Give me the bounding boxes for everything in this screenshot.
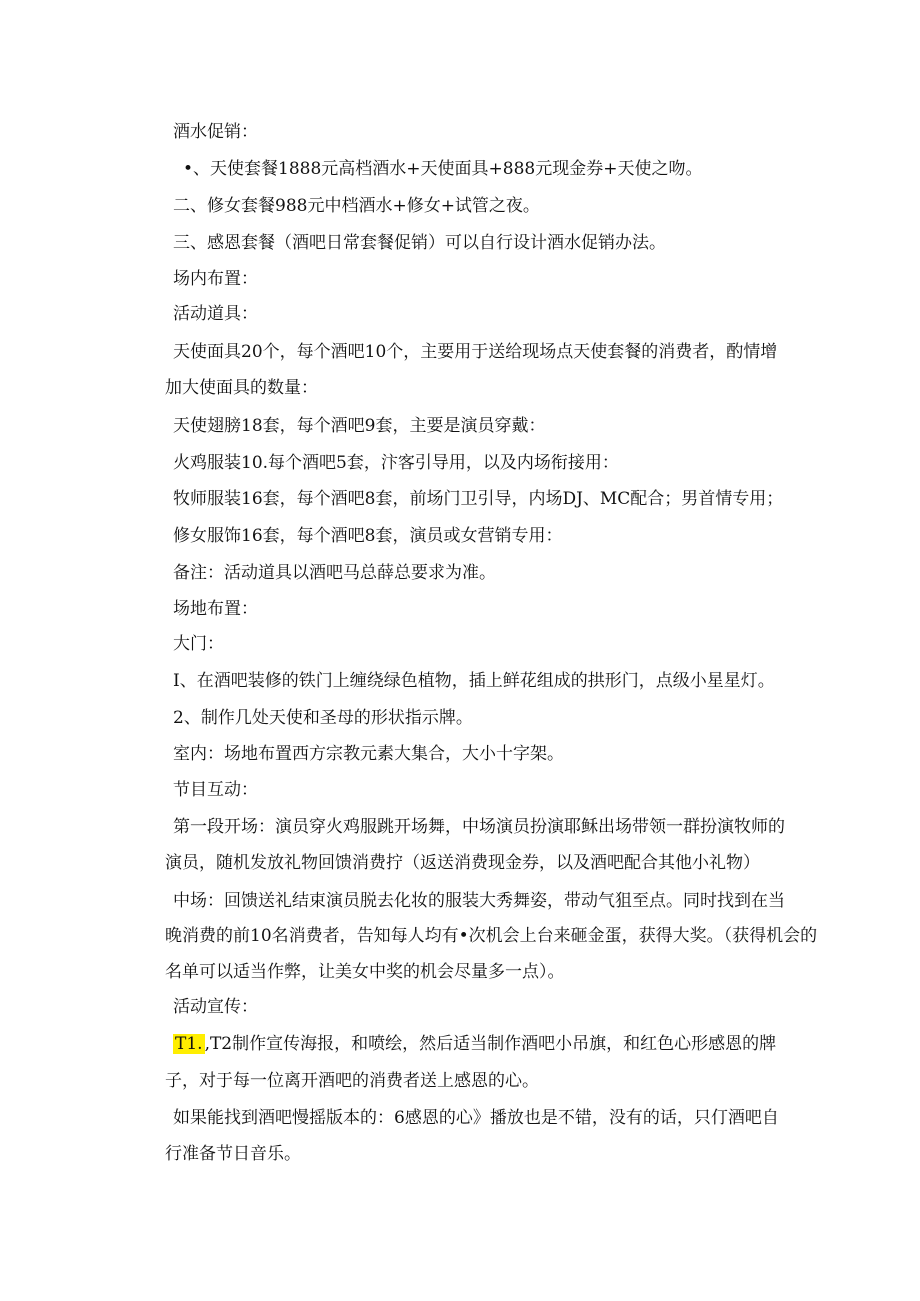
- heading-drink-promo: 酒水促销：: [173, 122, 258, 142]
- paragraph-line: 演员，随机发放礼物回馈消费拧（返送消费现金券，以及酒吧配合其他小礼物）: [165, 853, 760, 873]
- paragraph-line: 备注：活动道具以酒吧马总薛总要求为准。: [173, 563, 496, 583]
- paragraph-line: 天使翅膀18套，每个酒吧9套，主要是演员穿戴：: [173, 416, 546, 436]
- paragraph-line: 牧师服装16套，每个酒吧8套，前场门卫引导，内场DJ、MC配合；男首情专用；: [173, 489, 784, 509]
- heading-promotion: 活动宣传：: [173, 997, 258, 1017]
- paragraph-line: 火鸡服装10.每个酒吧5套，汴客引导用，以及内场衔接用：: [173, 453, 619, 473]
- heading-program: 节目互动：: [173, 780, 258, 800]
- paragraph-line: 2、制作几处天使和圣母的形状指示牌。: [173, 708, 473, 728]
- list-item: 二、修女套餐988元中档酒水+修女+试管之夜。: [173, 196, 540, 216]
- highlighted-text: T1.: [175, 1034, 203, 1054]
- heading-gate: 大门：: [173, 634, 224, 654]
- heading-venue-layout: 场内布置：: [173, 269, 258, 289]
- list-item: 三、感恩套餐（酒吧日常套餐促销）可以自行设计酒水促销办法。: [173, 233, 666, 253]
- paragraph-line: 晚消费的前10名消费者，告知每人均有•次机会上台来砸金蛋，获得大奖。（获得机会的: [165, 926, 818, 946]
- paragraph-line: [173, 1034, 776, 1054]
- paragraph-line: 室内：场地布置西方宗教元素大集合，大小十字架。: [173, 744, 564, 764]
- paragraph-line: 加大使面具的数量：: [165, 378, 318, 398]
- paragraph-line: 子，对于每一位离开酒吧的消费者送上感恩的心。: [165, 1071, 539, 1091]
- paragraph-line: 天使面具20个，每个酒吧10个，主要用于送给现场点天使套餐的消费者，酌情增: [173, 342, 778, 362]
- paragraph-line: 行准备节日音乐。: [165, 1144, 301, 1164]
- paragraph-line: 如果能找到酒吧慢摇版本的：6感恩的心》播放也是不错，没有的话，只仃酒吧自: [173, 1108, 779, 1128]
- paragraph-text: ,T2制作宣传海报，和喷绘，然后适当制作酒吧小吊旗，和红色心形感恩的牌: [204, 1034, 777, 1054]
- paragraph-line: 中场：回馈送礼结束演员脱去化妆的服装大秀舞姿，带动气狙至点。同时找到在当: [173, 891, 785, 911]
- paragraph-line: I、在酒吧装修的铁门上缠绕绿色植物，插上鲜花组成的拱形门，点级小星星灯。: [173, 671, 775, 691]
- heading-props: 活动道具：: [173, 304, 258, 324]
- paragraph-line: 第一段开场：演员穿火鸡服跳开场舞，中场演员扮演耶稣出场带领一群扮演牧师的: [173, 817, 785, 837]
- heading-site-layout: 场地布置：: [173, 599, 258, 619]
- paragraph-line: 修女服饰16套，每个酒吧8套，演员或女营销专用：: [173, 526, 563, 546]
- list-item: •、天使套餐1888元高档酒水+天使面具+888元现金券+天使之吻。: [183, 159, 703, 179]
- paragraph-line: 名单可以适当作弊，让美女中奖的机会尽量多一点）。: [165, 962, 565, 982]
